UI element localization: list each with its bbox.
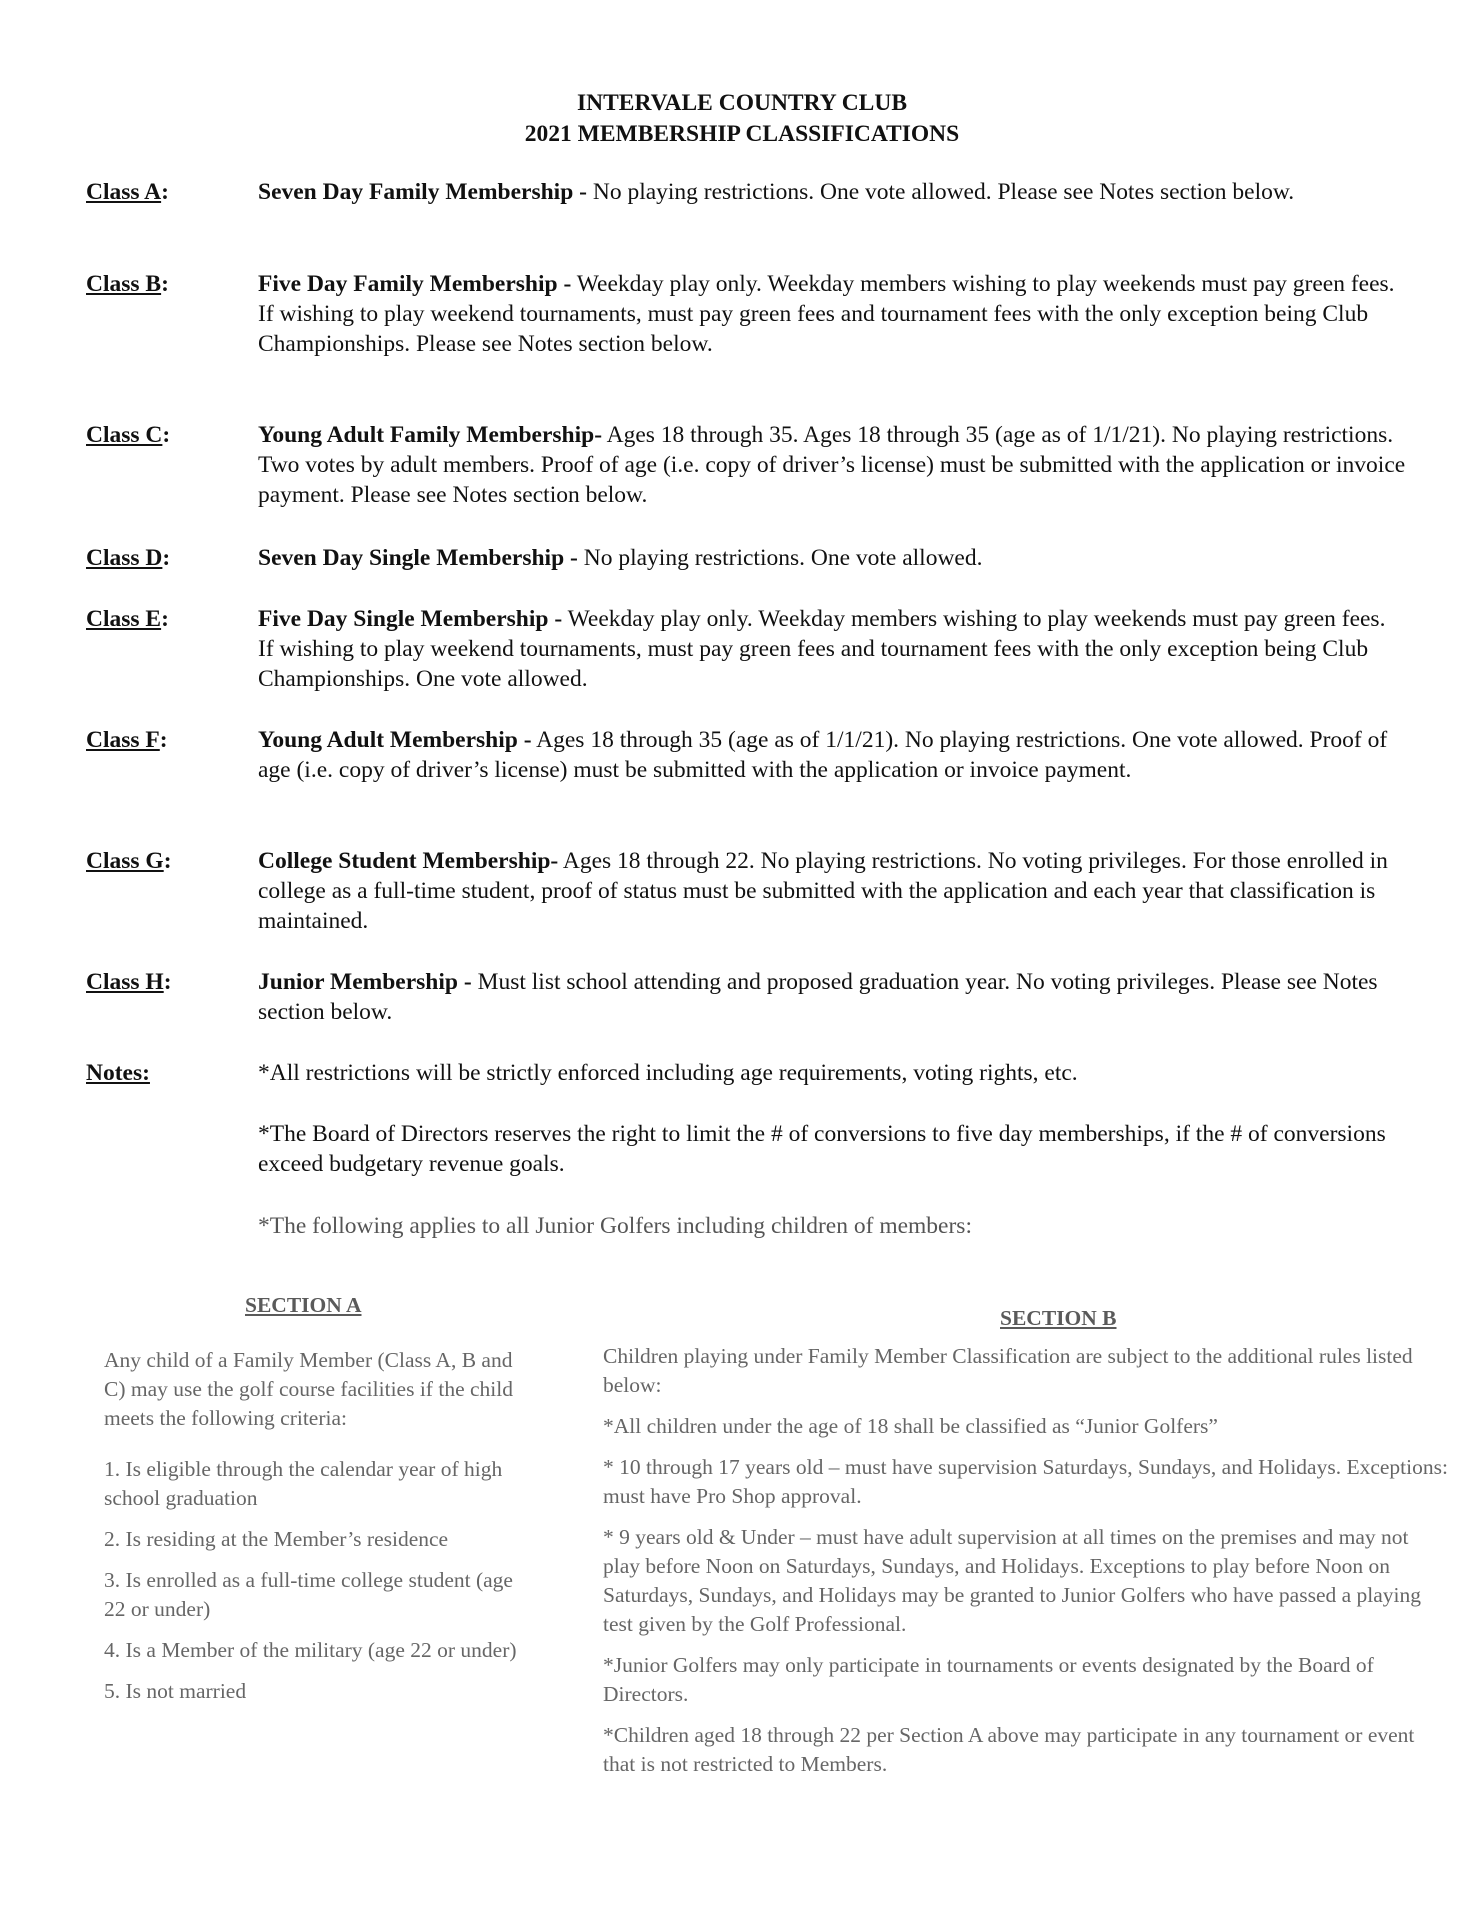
class-label: Class H [86, 969, 164, 995]
section-a-item: 2. Is residing at the Member’s residence [104, 1527, 449, 1551]
class-description: Weekday play only. Weekday members wishing to play weekends must pay green fees. If wishing to play weekend tournaments, must pay green fees and tournament fees with the only exception being Club Championships. One vote allowed. [258, 606, 1386, 692]
section-b-item: *Children aged 18 through 22 per Section A above may participate in any tournament or event that is not restricted to Members. [603, 1723, 1415, 1776]
section-a-intro: Any child of a Family Member (Class A, B and C) may use the golf course facilities if the child meets the following criteria: [104, 1348, 513, 1430]
document-title: 2021 MEMBERSHIP CLASSIFICATIONS [524, 121, 960, 147]
class-description: Ages 18 through 22. No playing restrictions. No voting privileges. For those enrolled in college as a full-time student, proof of status must be submitted with the application and each year that classification is maintained. [258, 848, 1388, 934]
note-2: *The Board of Directors reserves the right to limit the # of conversions to five day memberships, if the # of conversions exceed budgetary revenue goals. [258, 1121, 1386, 1177]
section-b-title: SECTION B [1000, 1306, 1117, 1330]
note-3: *The following applies to all Junior Golfers including children of members: [258, 1213, 972, 1239]
class-title: College Student Membership- [258, 848, 559, 874]
club-name: INTERVALE COUNTRY CLUB [576, 90, 908, 116]
class-title: Young Adult Family Membership- [258, 422, 603, 448]
class-description: Must list school attending and proposed graduation year. No voting privileges. Please see Notes section below. [258, 969, 1378, 1025]
class-title: Five Day Single Membership - [258, 606, 563, 632]
section-a-item: 3. Is enrolled as a full-time college student (age 22 or under) [104, 1568, 513, 1621]
class-title: Seven Day Family Membership - [258, 179, 587, 205]
class-title: Seven Day Single Membership - [258, 545, 578, 571]
class-label: Class A [86, 179, 162, 205]
class-label: Class D [86, 545, 163, 571]
section-b-item: * 10 through 17 years old – must have supervision Saturdays, Sundays, and Holidays. Exceptions: must have Pro Shop approval. [603, 1455, 1448, 1508]
class-description: Ages 18 through 35. Ages 18 through 35 (age as of 1/1/21). No playing restrictions. Two votes by adult members. Proof of age (i.e. copy of driver’s license) must be submitted with the application or invoice payment. Please see Notes section below. [258, 422, 1406, 508]
class-title: Junior Membership - [258, 969, 472, 995]
section-a-item: 1. Is eligible through the calendar year of high school graduation [104, 1457, 503, 1510]
class-label: Class E [86, 606, 162, 632]
section-b-item: * 9 years old & Under – must have adult supervision at all times on the premises and may not play before Noon on Saturdays, Sundays, and Holidays. Exceptions to play before Noon on Saturdays, Sundays, and Holidays may be granted to Junior Golfers who have passed a playing test given by the Golf Professional. [603, 1525, 1422, 1636]
class-title: Five Day Family Membership - [258, 271, 572, 297]
class-label: Class B [86, 271, 162, 297]
section-a [104, 1346, 534, 1718]
section-b-item: Children playing under Family Member Classification are subject to the additional rules listed below: [603, 1344, 1413, 1397]
section-a-item: 4. Is a Member of the military (age 22 or under) [104, 1638, 517, 1662]
document-header [0, 88, 1484, 150]
section-b-item: *Junior Golfers may only participate in tournaments or events designated by the Board of Directors. [603, 1653, 1374, 1706]
notes-label: Notes: [86, 1060, 150, 1086]
class-description: Weekday play only. Weekday members wishing to play weekends must pay green fees. If wishing to play weekend tournaments, must pay green fees and tournament fees with the only exception being Club Championships. Please see Notes section below. [258, 271, 1395, 357]
class-description: No playing restrictions. One vote allowed. [577, 545, 983, 571]
class-label: Class C [86, 422, 163, 448]
class-label: Class G [86, 848, 164, 874]
class-description: Ages 18 through 35 (age as of 1/1/21). No playing restrictions. One vote allowed. Proof of age (i.e. copy of driver’s license) must be submitted with the application or invoice payment. [258, 727, 1388, 783]
section-b-item: *All children under the age of 18 shall be classified as “Junior Golfers” [603, 1414, 1218, 1438]
class-title: Young Adult Membership - [258, 727, 532, 753]
class-description: No playing restrictions. One vote allowed. Please see Notes section below. [586, 179, 1295, 205]
section-a-item: 5. Is not married [104, 1679, 247, 1703]
note-1: *All restrictions will be strictly enforced including age requirements, voting rights, etc. [258, 1060, 1078, 1086]
class-label: Class F [86, 727, 160, 753]
section-a-title: SECTION A [245, 1293, 362, 1317]
section-b [603, 1342, 1448, 1791]
